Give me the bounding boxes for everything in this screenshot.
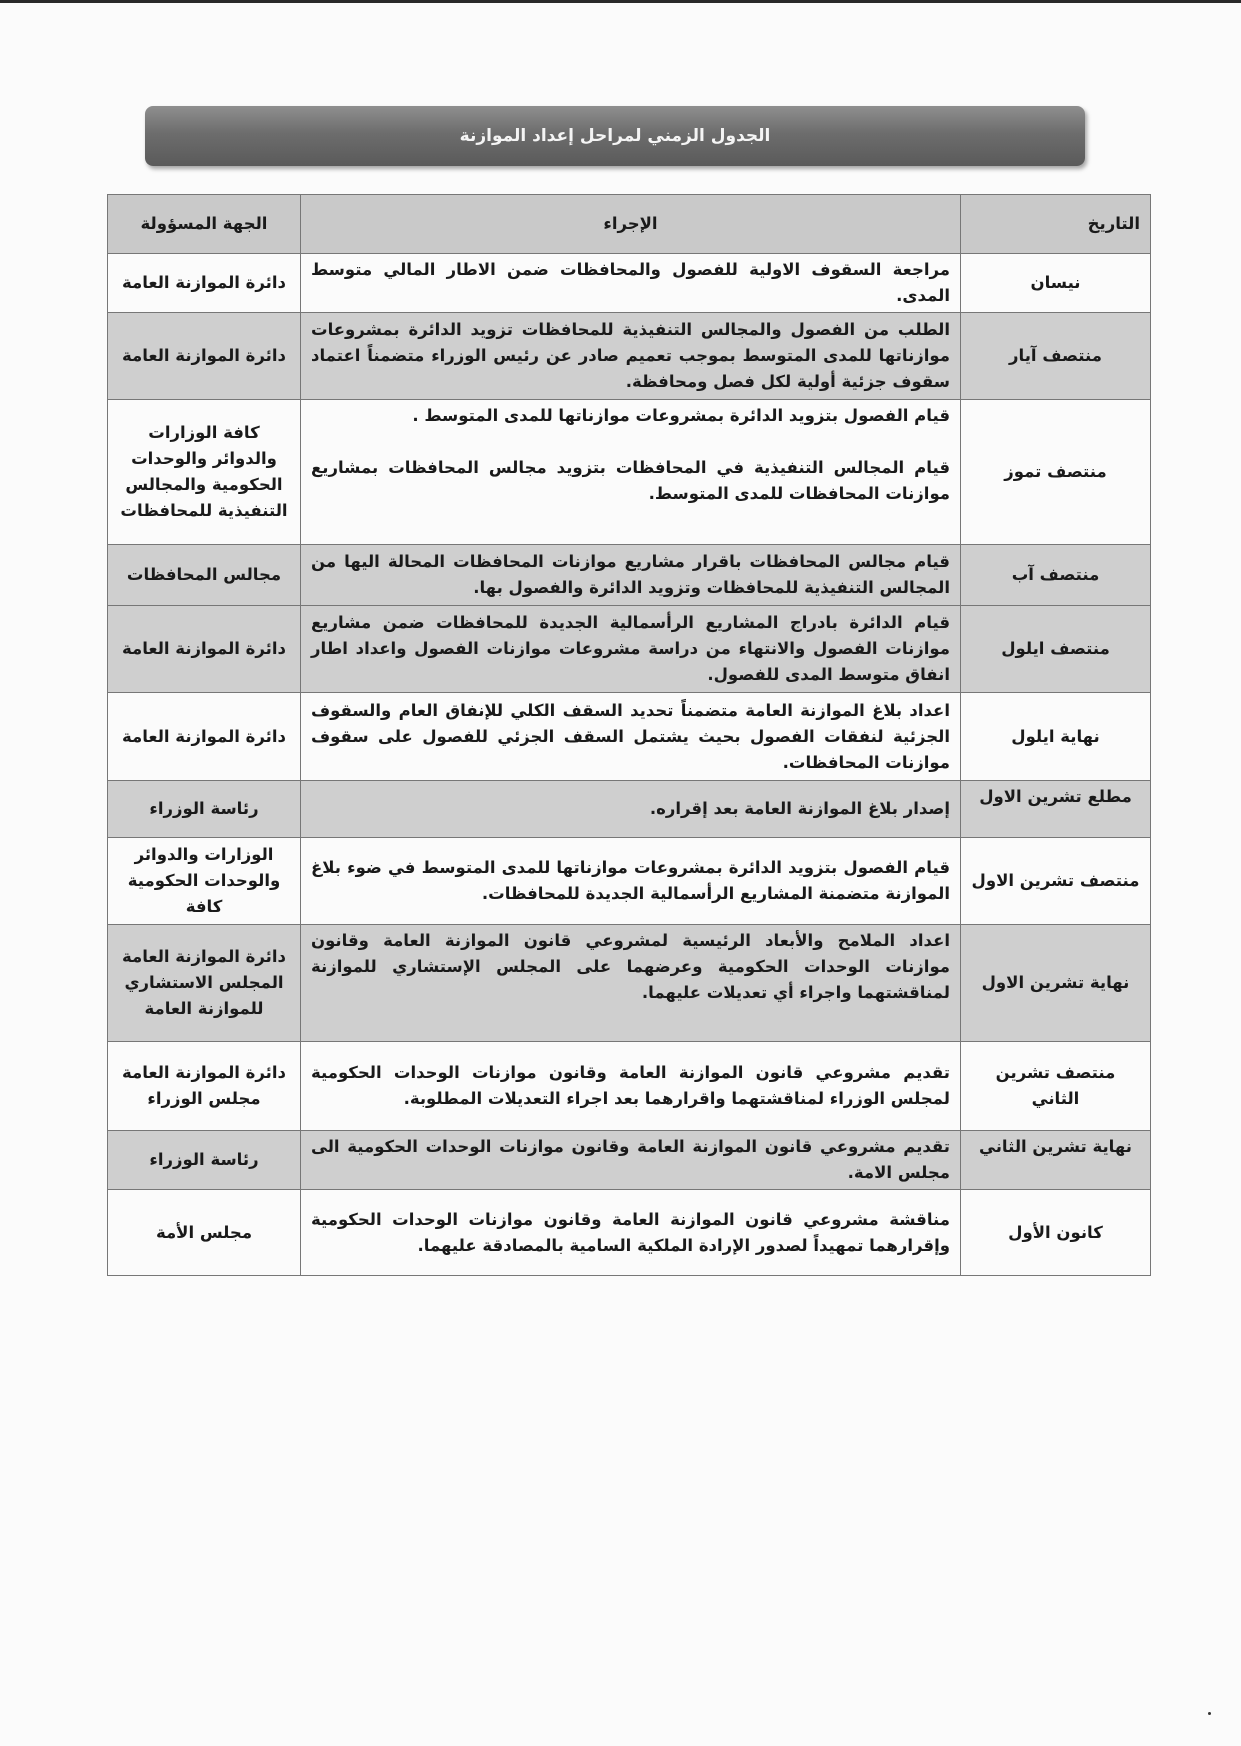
action-text: قيام الفصول بتزويد الدائرة بمشروعات موازناتها للمدى المتوسط . (412, 406, 950, 425)
table-row (108, 400, 1151, 545)
row-date: منتصف آيار (961, 313, 1151, 400)
table-row (108, 1042, 1151, 1131)
row-action (301, 313, 961, 400)
page-title: الجدول الزمني لمراحل إعداد الموازنة (459, 126, 771, 146)
row-action (301, 925, 961, 1042)
row-date: منتصف ايلول (961, 606, 1151, 693)
action-text: اعداد الملامح والأبعاد الرئيسية لمشروعي قانون الموازنة العامة وقانون موازنات الوحدات الحكومية وعرضهما على المجلس الإستشاري للموازنة لمناقشتهما واجراء أي تعديلات عليهما. (311, 931, 950, 1002)
row-date: نهاية تشرين الاول (961, 925, 1151, 1042)
header-party: الجهة المسؤولة (108, 195, 301, 254)
row-party: دائرة الموازنة العامة (108, 313, 301, 400)
table-row (108, 313, 1151, 400)
row-action (301, 1190, 961, 1276)
row-party: كافة الوزارات والدوائر والوحدات الحكومية والمجالس التنفيذية للمحافظات (108, 400, 301, 545)
row-date: نهاية ايلول (961, 693, 1151, 781)
row-action (301, 693, 961, 781)
row-date: مطلع تشرين الاول (961, 781, 1151, 838)
row-party: مجالس المحافظات (108, 545, 301, 606)
action-text: مراجعة السقوف الاولية للفصول والمحافظات ضمن الاطار المالي متوسط المدى. (311, 260, 950, 305)
table-row (108, 1131, 1151, 1190)
row-party: الوزارات والدوائر والوحدات الحكومية كافة (108, 838, 301, 925)
row-action (301, 781, 961, 838)
action-text: تقديم مشروعي قانون الموازنة العامة وقانون موازنات الوحدات الحكومية لمجلس الوزراء لمناقشتهما واقرارهما بعد اجراء التعديلات المطلوبة. (311, 1063, 950, 1108)
action-text: تقديم مشروعي قانون الموازنة العامة وقانون موازنات الوحدات الحكومية الى مجلس الامة. (311, 1137, 950, 1182)
table-row (108, 925, 1151, 1042)
row-action (301, 1131, 961, 1190)
header-date: التاريخ (961, 195, 1151, 254)
action-text: قيام المجالس التنفيذية في المحافظات بتزويد مجالس المحافظات بمشاريع موازنات المحافظات للمدى المتوسط. (311, 458, 950, 503)
action-text: قيام الفصول بتزويد الدائرة بمشروعات موازناتها للمدى المتوسط في ضوء بلاغ الموازنة متضمنة المشاريع الرأسمالية الجديدة للمحافظات. (311, 858, 950, 903)
row-party: دائرة الموازنة العامة (108, 693, 301, 781)
row-party: دائرة الموازنة العامة المجلس الاستشاري للموازنة العامة (108, 925, 301, 1042)
row-action (301, 838, 961, 925)
budget-timeline-table (107, 194, 1151, 1276)
table-row (108, 838, 1151, 925)
scan-speck (1208, 1712, 1211, 1715)
action-text: قيام مجالس المحافظات باقرار مشاريع موازنات المحافظات المحالة اليها من المجالس التنفيذية للمحافظات وتزويد الدائرة والفصول بها. (311, 552, 950, 597)
row-date: كانون الأول (961, 1190, 1151, 1276)
table-row (108, 693, 1151, 781)
action-text: قيام الدائرة بادراج المشاريع الرأسمالية الجديدة للمحافظات ضمن مشاريع موازنات الفصول والانتهاء من دراسة مشروعات موازنات الفصول واعداد اطار انفاق متوسط المدى للفصول. (311, 613, 950, 684)
row-party: دائرة الموازنة العامة مجلس الوزراء (108, 1042, 301, 1131)
row-date: منتصف تشرين الاول (961, 838, 1151, 925)
row-action (301, 1042, 961, 1131)
row-action (301, 400, 961, 545)
action-text: اعداد بلاغ الموازنة العامة متضمناً تحديد السقف الكلي للإنفاق العام والسقوف الجزئية لنفقات الفصول بحيث يشتمل السقف الجزئي للفصول على سقوف موازنات المحافظات. (311, 700, 950, 772)
row-party: مجلس الأمة (108, 1190, 301, 1276)
row-action (301, 254, 961, 313)
action-text: مناقشة مشروعي قانون الموازنة العامة وقانون موازنات الوحدات الحكومية وإقرارهما تمهيداً لصدور الإرادة الملكية السامية بالمصادقة عليهما. (311, 1209, 950, 1255)
row-date: نيسان (961, 254, 1151, 313)
row-date: منتصف آب (961, 545, 1151, 606)
row-party: دائرة الموازنة العامة (108, 254, 301, 313)
action-text: إصدار بلاغ الموازنة العامة بعد إقراره. (649, 799, 950, 818)
row-date: منتصف تموز (961, 400, 1151, 545)
table-row (108, 1190, 1151, 1276)
row-party: دائرة الموازنة العامة (108, 606, 301, 693)
row-action (301, 606, 961, 693)
row-date: نهاية تشرين الثاني (961, 1131, 1151, 1190)
row-action (301, 545, 961, 606)
header-action: الإجراء (301, 195, 961, 254)
page-top-edge (0, 0, 1241, 3)
table-row (108, 545, 1151, 606)
action-text: الطلب من الفصول والمجالس التنفيذية للمحافظات تزويد الدائرة بمشروعات موازناتها للمدى المتوسط بموجب تعميم صادر عن رئيس الوزراء متضمناً اعتماد سقوف جزئية أولية لكل فصل ومحافظة. (311, 320, 950, 391)
title-banner (145, 106, 1085, 166)
table-row (108, 254, 1151, 313)
row-party: رئاسة الوزراء (108, 1131, 301, 1190)
row-party: رئاسة الوزراء (108, 781, 301, 838)
table-row (108, 781, 1151, 838)
table-header-row (108, 195, 1151, 254)
row-date: منتصف تشرين الثاني (961, 1042, 1151, 1131)
table-row (108, 606, 1151, 693)
